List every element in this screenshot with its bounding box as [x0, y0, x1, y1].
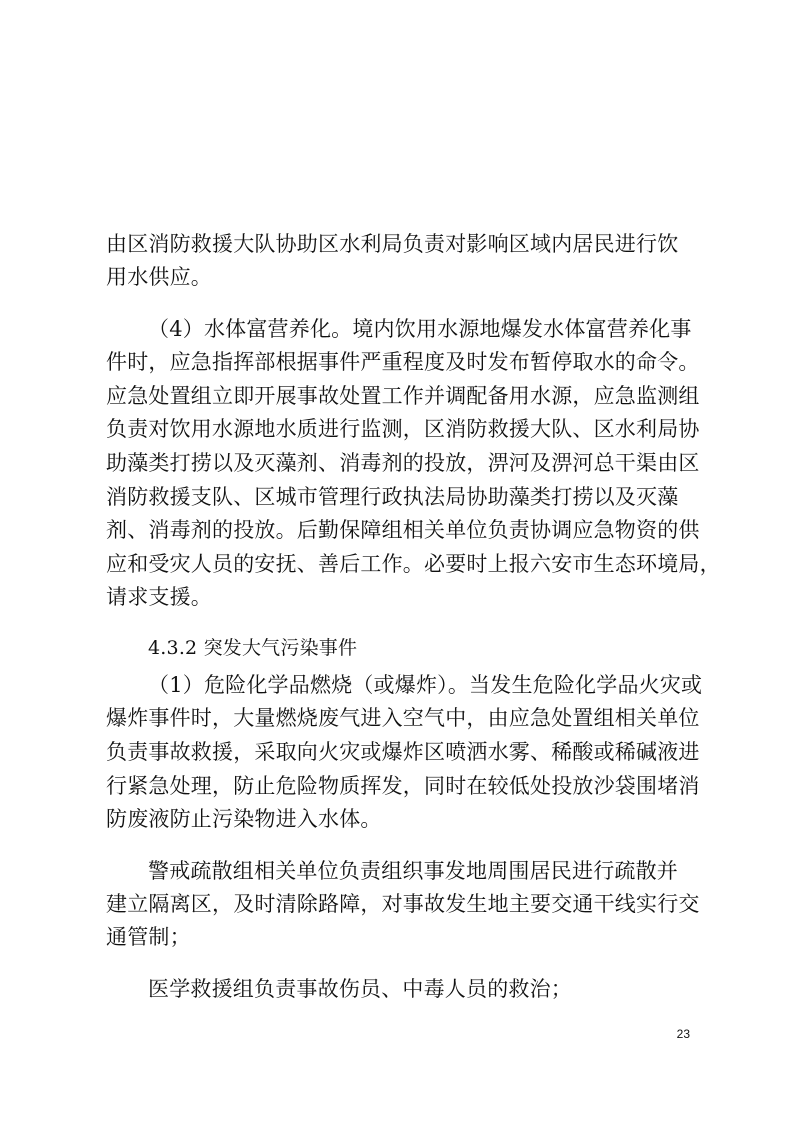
paragraph-line: 消防救援支队、区城市管理行政执法局协助藻类打捞以及灭藻: [106, 485, 679, 509]
paragraph-line: 建立隔离区，及时清除路障，对事故发生地主要交通干线实行交: [106, 892, 700, 916]
paragraph-line: （1）危险化学品燃烧（或爆炸）。当发生危险化学品火灾或: [148, 673, 703, 697]
paragraph-line: 防废液防止污染物进入水体。: [106, 807, 382, 831]
paragraph-line: 应急处置组立即开展事故处置工作并调配备用水源，应急监测组: [106, 384, 700, 408]
paragraph-line: 应和受灾人员的安抚、善后工作。必要时上报六安市生态环境局，: [106, 552, 721, 576]
paragraph-line: 医学救援组负责事故伤员、中毒人员的救治；: [148, 977, 572, 1001]
paragraph-line: 件时，应急指挥部根据事件严重程度及时发布暂停取水的命令。: [106, 350, 700, 374]
paragraph-line: 助藻类打捞以及灭藻剂、消毒剂的投放，淠河及淠河总干渠由区: [106, 451, 700, 475]
paragraph-line: 请求支援。: [106, 585, 212, 609]
section-heading: 4.3.2 突发大气污染事件: [148, 637, 358, 659]
paragraph-line: 通管制；: [106, 925, 191, 949]
paragraph-line: 用水供应。: [106, 265, 212, 289]
paragraph-line: 爆炸事件时，大量燃烧废气进入空气中，由应急处置组相关单位: [106, 706, 700, 730]
paragraph-line: （4）水体富营养化。境内饮用水源地爆发水体富营养化事: [148, 317, 692, 341]
paragraph-line: 负责事故救援，采取向火灾或爆炸区喷洒水雾、稀酸或稀碱液进: [106, 740, 700, 764]
paragraph-line: 由区消防救援大队协助区水利局负责对影响区域内居民进行饮: [106, 232, 679, 256]
paragraph-line: 负责对饮用水源地水质进行监测，区消防救援大队、区水利局协: [106, 417, 700, 441]
paragraph-line: 剂、消毒剂的投放。后勤保障组相关单位负责协调应急物资的供: [106, 518, 700, 542]
paragraph-line: 行紧急处理，防止危险物质挥发，同时在较低处投放沙袋围堵消: [106, 774, 700, 798]
page-number: 23: [676, 1027, 690, 1041]
paragraph-line: 警戒疏散组相关单位负责组织事发地周围居民进行疏散并: [148, 859, 678, 883]
